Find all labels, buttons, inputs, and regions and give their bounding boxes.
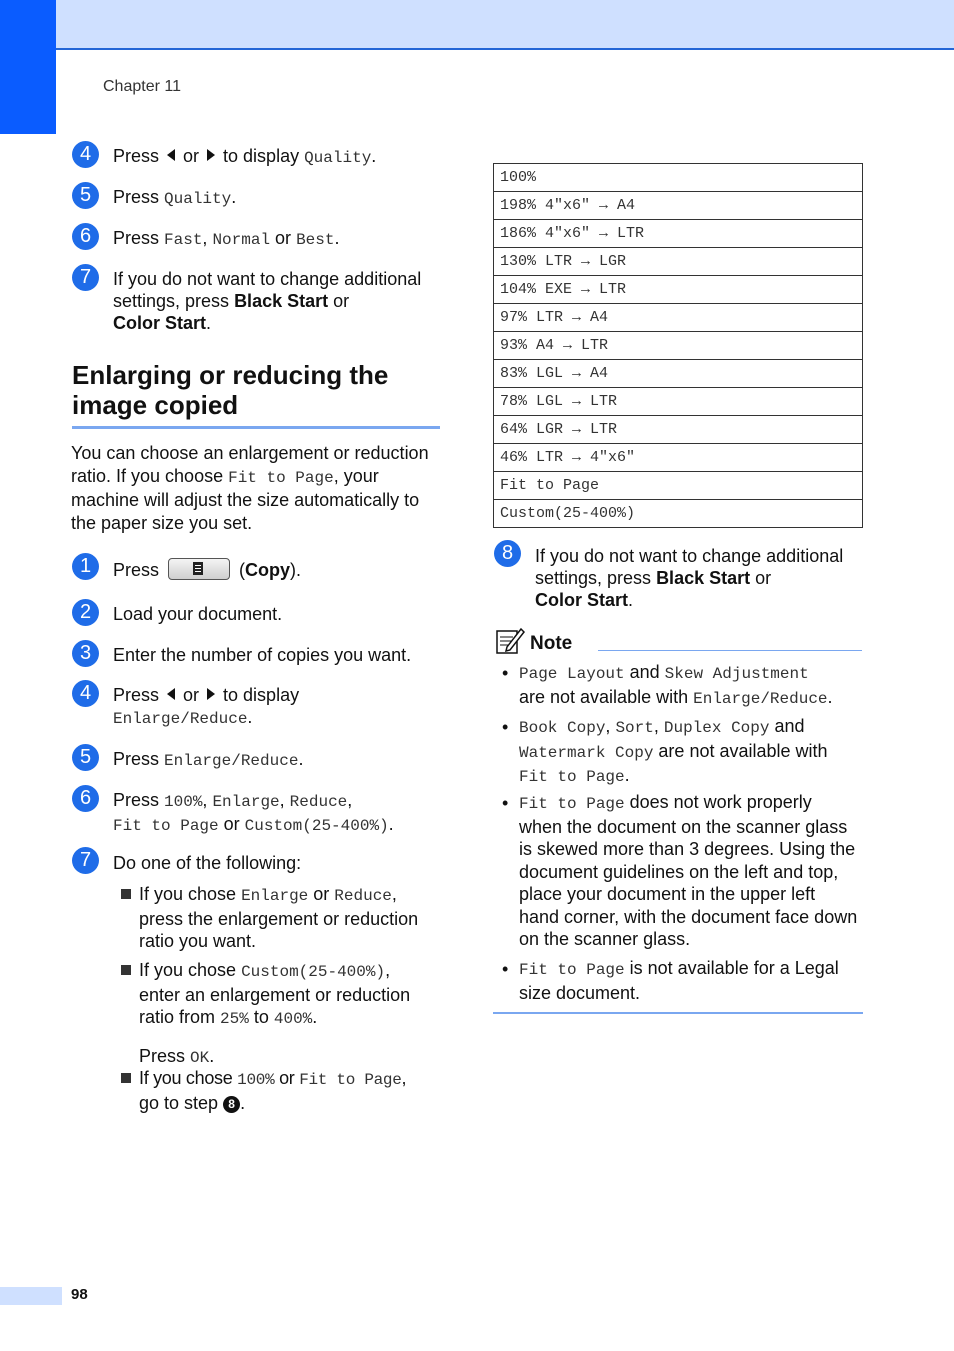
note-item: Page Layout and Skew Adjustment are not available with Enlarge/Reduce. [519,662,833,708]
step-text: Press 100%, Enlarge, Reduce, Fit to Page or Custom(25-400%). [113,790,394,835]
right-arrow-icon [207,149,215,161]
left-arrow-icon [167,688,175,700]
table-cell: 186% 4"x6" → LTR [494,220,863,248]
table-row [494,388,863,416]
note-item: Book Copy, Sort, Duplex Copy and Watermark Copy are not available with Fit to Page. [519,716,828,786]
table-cell: 130% LTR → LGR [494,248,863,276]
step-text: Press or to display Enlarge/Reduce. [113,685,300,728]
table-cell: 93% A4 → LTR [494,332,863,360]
note-bullet: • [502,959,509,979]
footer-band [0,1287,62,1305]
substep-text: If you chose 100% or Fit to Page, go to step 8 . [139,1068,407,1113]
note-title: Note [530,633,573,654]
table-cell: 64% LGR → LTR [494,416,863,444]
section-title: Enlarging or reducing the image copied [72,360,389,420]
step-text: Press Quality. [113,187,237,208]
table-row [494,164,863,192]
table-cell: 97% LTR → A4 [494,304,863,332]
table-row [494,276,863,304]
table-row [494,304,863,332]
step-number: 4 [72,680,99,707]
table-row [494,220,863,248]
note-bullet: • [502,793,509,813]
step-number: 6 [72,223,99,250]
intro-paragraph: You can choose an enlargement or reduction ratio. If you choose Fit to Page, your machine will adjust the size automatically to the paper size you set. [71,443,429,533]
step-number: 5 [72,182,99,209]
step-number: 6 [72,785,99,812]
step-number: 7 [72,264,99,291]
step-text: Press (Copy). [113,560,302,580]
table-row [494,360,863,388]
chapter-tab [0,0,56,134]
table-row [494,500,863,528]
step-text: If you do not want to change additional settings, press Black Start or Color Start. [535,546,844,610]
header-band [0,0,954,50]
step-number: 2 [72,599,99,626]
table-cell: 100% [494,164,863,192]
bullet-square [121,1073,131,1083]
step-text: If you do not want to change additional settings, press Black Start or Color Start. [113,269,422,333]
table-row [494,472,863,500]
copy-icon [193,562,203,575]
substep-text: If you chose Custom(25-400%), enter an enlargement or reduction ratio from 25% to 400%. Press OK. [139,960,411,1067]
right-arrow-icon [207,688,215,700]
table-cell: Custom(25-400%) [494,500,863,528]
table-row [494,416,863,444]
table-cell: 83% LGL → A4 [494,360,863,388]
table-row [494,248,863,276]
table-cell: 46% LTR → 4"x6" [494,444,863,472]
step-number: 3 [72,640,99,667]
heading-rule [72,426,440,429]
step-number: 5 [72,744,99,771]
ratio-table [493,163,863,528]
table-cell: 198% 4"x6" → A4 [494,192,863,220]
copy-button[interactable] [168,558,230,580]
step-text: Press Enlarge/Reduce. [113,749,304,770]
table-row [494,192,863,220]
step-text: Press or to display Quality. [113,146,377,167]
bullet-square [121,965,131,975]
note-rule [598,650,862,651]
chapter-label: Chapter 11 [103,78,181,95]
note-bullet: • [502,663,509,683]
step-text: Do one of the following: [113,853,302,873]
substep-text: If you chose Enlarge or Reduce, press the enlargement or reduction ratio you want. [139,884,419,951]
note-item: Fit to Page is not available for a Legal size document. [519,958,839,1003]
bullet-square [121,889,131,899]
step-number: 4 [72,141,99,168]
table-row [494,332,863,360]
step-number: 8 [494,540,521,567]
step-number: 7 [72,847,99,874]
table-row [494,444,863,472]
step-text: Enter the number of copies you want. [113,645,412,665]
note-header [495,627,862,657]
note-bullet: • [502,717,509,737]
page-number: 98 [71,1286,88,1303]
left-arrow-icon [167,149,175,161]
table-cell: 78% LGL → LTR [494,388,863,416]
table-cell: 104% EXE → LTR [494,276,863,304]
step-reference: 8 [223,1096,240,1113]
step-text: Load your document. [113,604,283,624]
table-cell: Fit to Page [494,472,863,500]
step-number: 1 [72,553,99,580]
note-item: Fit to Page does not work properly when the document on the scanner glass is skewed more than 3 degrees. Using the document guidelines on the left and top, place your document in the upper left hand corner, with the document face down on the scanner glass. [519,792,858,949]
note-pencil-icon [495,627,525,655]
note-end-rule [493,1012,863,1014]
step-text: Press Fast, Normal or Best. [113,228,340,249]
